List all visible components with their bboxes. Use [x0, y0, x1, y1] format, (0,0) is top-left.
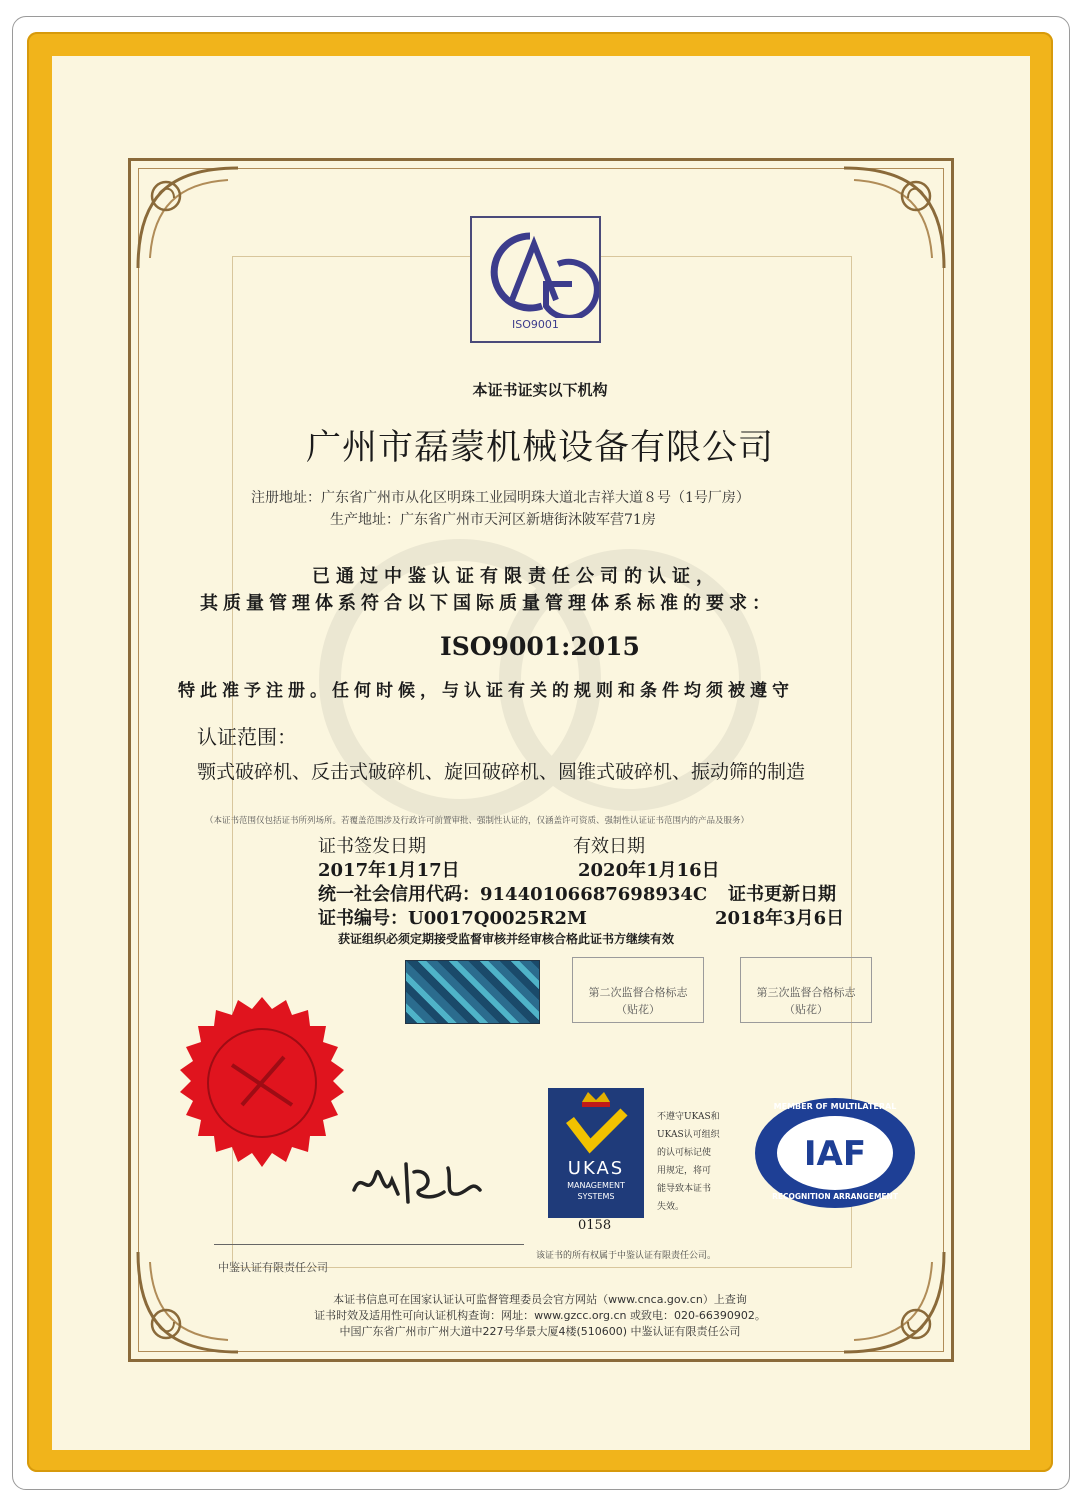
cqc-logo [470, 216, 601, 343]
third-surveillance-box [740, 957, 872, 1023]
ownership-note: 该证书的所有权属于中鉴认证有限责任公司。 [536, 1251, 717, 1261]
iaf-center-text: IAF [803, 1134, 867, 1174]
renew-date-label: 证书更新日期 [728, 884, 836, 905]
footer-line-2: 证书时效及适用性可向认证机构查询：网址：www.gzcc.org.cn 或致电：020-66390902。 [314, 1309, 766, 1322]
ukas-badge [548, 1088, 644, 1218]
renew-date: 2018年3月6日 [715, 908, 845, 929]
logo-caption: ISO9001 [512, 318, 559, 331]
valid-date: 2020年1月16日 [578, 860, 720, 881]
iaf-badge [755, 1098, 915, 1208]
corner-ornament-icon [128, 158, 248, 278]
scope-label: 认证范围： [197, 725, 297, 749]
ukas-word: UKAS [567, 1158, 625, 1179]
registered-address: 注册地址：广东省广州市从化区明珠工业园明珠大道北吉祥大道８号（1号厂房） [251, 490, 750, 506]
issue-date: 2017年1月17日 [318, 860, 460, 881]
ukas-note-line: 的认可标记使 [657, 1148, 712, 1158]
footer-line-3: 中国广东省广州市广州大道中227号华景大厦4楼(510600) 中鉴认证有限责任公司 [339, 1325, 741, 1338]
ukas-note [657, 1108, 720, 1216]
crown-tick-icon [548, 1088, 644, 1158]
ukas-sub-2: SYSTEMS [577, 1192, 615, 1201]
issue-date-label: 证书签发日期 [318, 836, 426, 857]
third-surveillance-note: （贴花） [784, 1003, 828, 1016]
iaf-bottom-text: RECOGNITION ARRANGEMENT [772, 1192, 898, 1201]
second-surveillance-note: （贴花） [616, 1003, 660, 1016]
valid-date-label: 有效日期 [573, 836, 645, 857]
ukas-note-line: 用规定，将可 [657, 1166, 712, 1176]
statement-line-2: 其质量管理体系符合以下国际质量管理体系标准的要求： [200, 593, 775, 614]
production-address: 生产地址：广东省广州市天河区新塘街沐陂军营71房 [330, 512, 656, 528]
validity-note: 获证组织必须定期接受监督审核并经审核合格此证书方继续有效 [338, 932, 675, 946]
scope-text: 颚式破碎机、反击式破碎机、旋回破碎机、圆锥式破碎机、振动筛的制造 [197, 761, 806, 783]
second-surveillance-box [572, 957, 704, 1023]
certificate-number: 证书编号：U0017Q0025R2M [318, 908, 587, 929]
iaf-top-text: MEMBER OF MULTILATERAL [773, 1102, 897, 1111]
cqc-logo-icon [472, 218, 599, 318]
third-surveillance-label: 第三次监督合格标志 [756, 986, 856, 999]
ukas-note-line: 失效。 [657, 1202, 685, 1212]
signature-line [214, 1244, 524, 1245]
credit-code: 统一社会信用代码：91440106687698934C [318, 884, 708, 905]
second-surveillance-label: 第二次监督合格标志 [588, 986, 688, 999]
certificate-intro: 本证书证实以下机构 [472, 381, 608, 399]
hologram-sticker [405, 960, 540, 1024]
standard-name: ISO9001:2015 [440, 632, 640, 661]
statement-line-1: 已通过中鉴认证有限责任公司的认证， [312, 566, 720, 587]
red-seal-icon [172, 995, 352, 1175]
signature-icon [348, 1150, 488, 1210]
corner-ornament-icon [834, 158, 954, 278]
ukas-note-line: 不遵守UKAS和 [657, 1112, 720, 1122]
footer-line-1: 本证书信息可在国家认证认可监督管理委员会官方网站（www.cnca.gov.cn）上查询 [333, 1293, 747, 1306]
issuer-name: 中鉴认证有限责任公司 [218, 1261, 328, 1274]
ukas-note-line: 能导致本证书 [657, 1184, 712, 1194]
ukas-number: 0158 [578, 1218, 612, 1233]
ukas-note-line: UKAS认可组织 [657, 1130, 720, 1140]
company-name: 广州市磊蒙机械设备有限公司 [305, 428, 774, 468]
scope-fine-print: （本证书范围仅包括证书所列场所。若覆盖范围涉及行政许可前置审批、强制性认证的，仅涵盖许可资质、强制性认证证书范围内的产品及服务） [205, 816, 750, 826]
registration-notice: 特此准予注册。任何时候，与认证有关的规则和条件均须被遵守 [178, 681, 794, 701]
ukas-sub-1: MANAGEMENT [567, 1181, 625, 1190]
